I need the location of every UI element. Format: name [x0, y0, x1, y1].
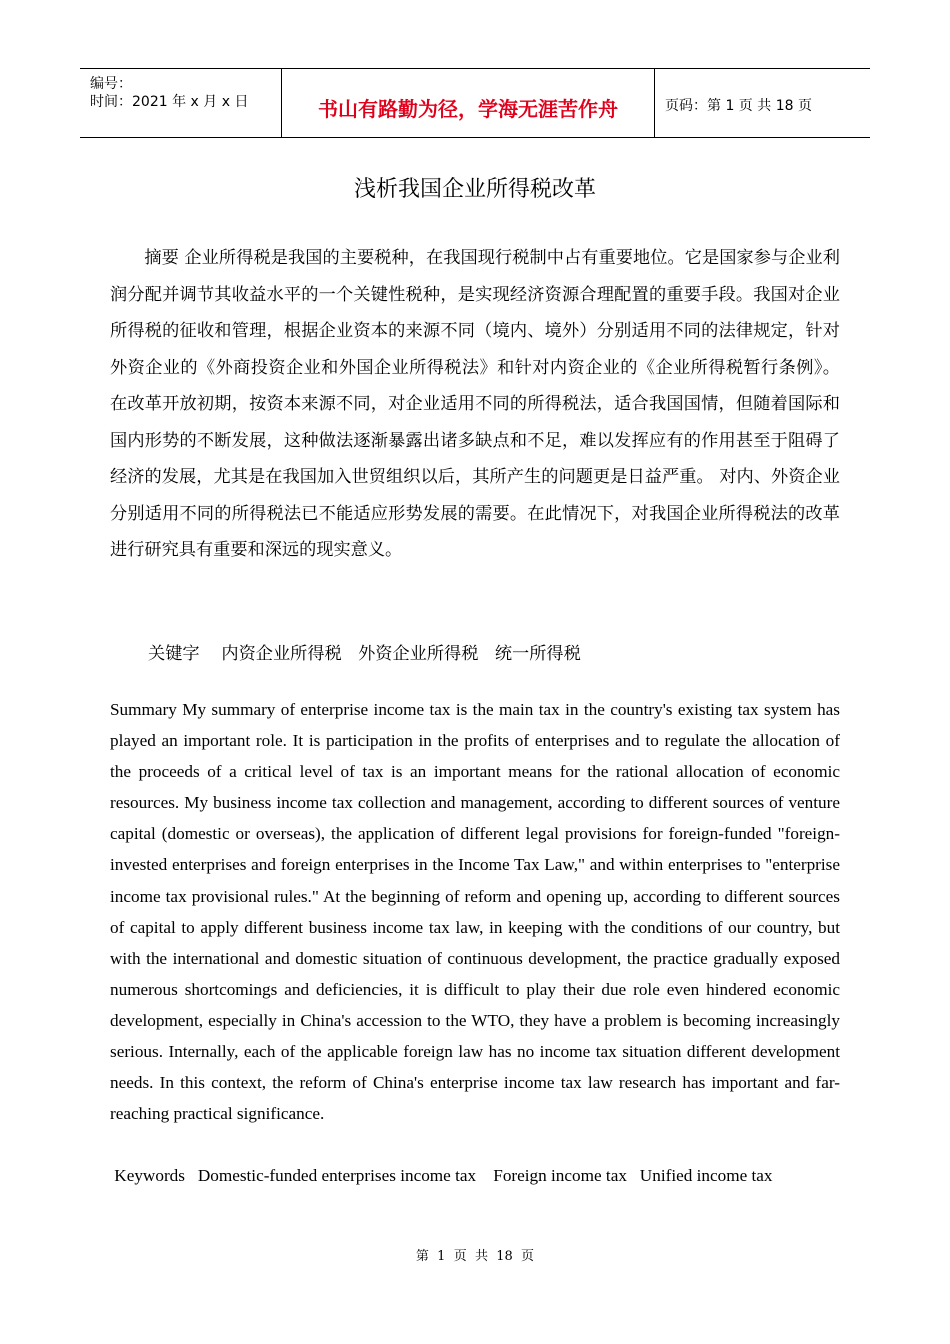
document-number-label: 编号：	[90, 76, 132, 92]
header-meta-cell	[80, 69, 282, 137]
header-motto: 书山有路勤为径，学海无涯苦作舟	[318, 97, 618, 121]
page-footer: 第 1 页 共 18 页	[415, 1249, 535, 1264]
header-page-cell	[655, 69, 870, 137]
header-table	[80, 68, 870, 138]
document-time-label: 时间：2021 年 x 月 x 日	[90, 94, 249, 110]
document-title: 浅析我国企业所得税改革	[353, 177, 596, 202]
abstract-chinese: 摘要 企业所得税是我国的主要税种，在我国现行税制中占有重要地位。它是国家参与企业利润分配并调节其收益水平的一个关键性税种，是实现经济资源合理配置的重要手段。我国对企业所得税的征收和管理，根据企业资本的来源不同（境内、境外）分别适用不同的法律规定，针对外资企业的《外商投资企业和外国企业所得税法》和针对内资企业的《企业所得税暂行条例》。在改革开放初期，按资本来源不同，对企业适用不同的所得税法，适合我国国情，但随着国际和国内形势的不断发展，这种做法逐渐暴露出诸多缺点和不足，难以发挥应有的作用甚至于阻碍了经济的发展，尤其是在我国加入世贸组织以后，其所产生的问题更是日益严重。 对内、外资企业分别适用不同的所得税法已不能适应形势发展的需要。在此情况下，对我国企业所得税法的改革进行研究具有重要和深远的现实意义。	[110, 248, 840, 560]
summary-english: Summary My summary of enterprise income tax is the main tax in the country's existing tax system has played an important role. It is participation in the profits of enterprises and to regulate the allocation of the proceeds of a critical level of tax is an important means for the rational allocation of economic resources. My business income tax collection and management, according to different sources of venture capital (domestic or overseas), the application of different legal provisions for foreign-funded "foreign-invested enterprises and foreign enterprises in the Income Tax Law," and within enterprises to "enterprise income tax provisional rules." At the beginning of reform and opening up, according to different sources of capital to apply different business income tax law, in keeping with the conditions of our country, but with the international and domestic situation of continuous development, the practice gradually exposed numerous shortcomings and deficiencies, it is difficult to play their due role even hindered economic development, especially in China's accession to the WTO, they have a problem is becoming increasingly serious. Internally, each of the applicable foreign law has no income tax situation different development needs. In this context, the reform of China's enterprise income tax law research has important and far-reaching practical significance.	[110, 700, 840, 1124]
keywords-english: Keywords Domestic-funded enterprises income tax Foreign income tax Unified income tax	[110, 1166, 773, 1185]
header-page-info: 页码：第 1 页 共 18 页	[665, 98, 812, 114]
header-motto-cell	[282, 69, 655, 137]
keywords-chinese: 关键字 内资企业所得税 外资企业所得税 统一所得税	[148, 644, 581, 664]
